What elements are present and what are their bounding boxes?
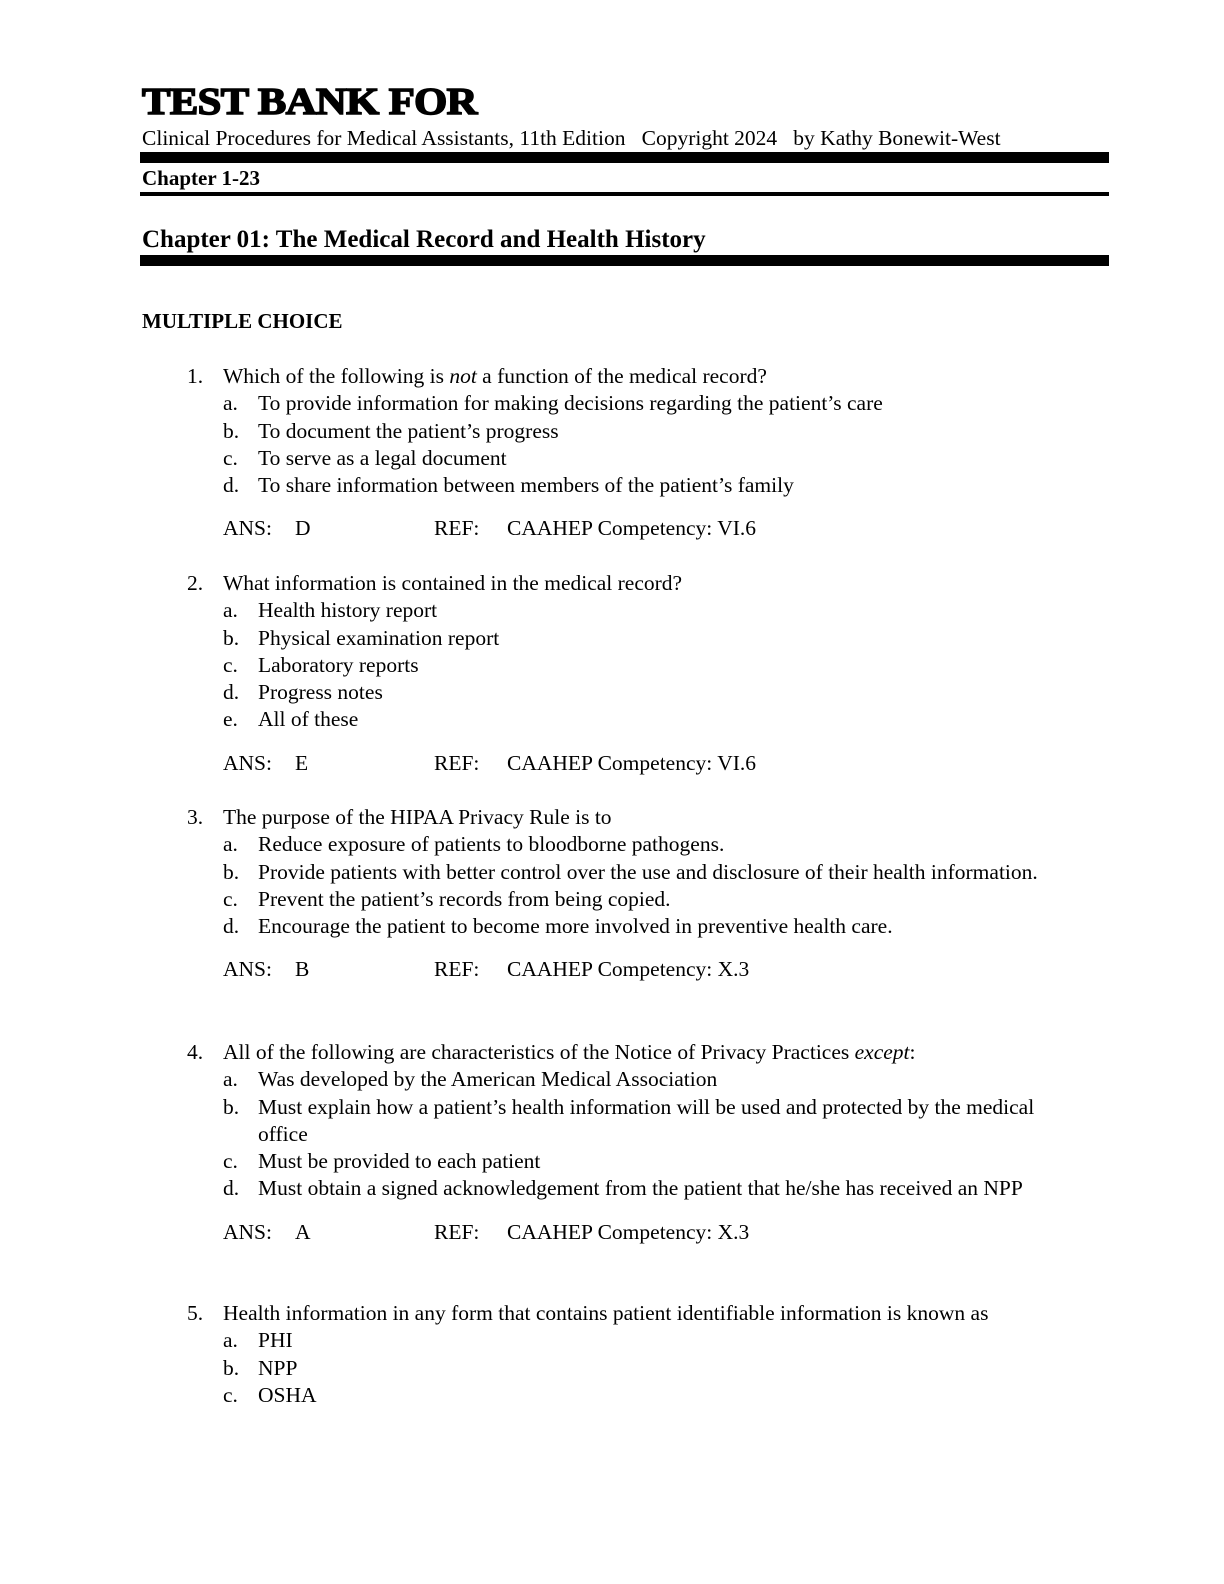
question-number: 3. — [187, 805, 204, 829]
option-letter: c. — [223, 1382, 238, 1407]
option-a — [0, 831, 1038, 858]
stem-text: Health information in any form that contains patient identifiable information is known as — [223, 1301, 989, 1325]
stem-emphasis: except — [854, 1040, 910, 1064]
option-b — [0, 859, 1038, 886]
option-text: Encourage the patient to become more involved in preventive health care. — [258, 914, 893, 939]
question-stem — [0, 570, 1224, 597]
option-d — [0, 1175, 1038, 1202]
option-text: To share information between members of the patient’s family — [258, 473, 794, 498]
question-2 — [0, 570, 1224, 778]
question-stem — [0, 1039, 1224, 1066]
option-a — [0, 597, 1038, 624]
reference-label: REF: — [434, 750, 480, 775]
option-letter: b. — [223, 859, 240, 884]
question-number: 5. — [187, 1301, 204, 1325]
option-text: Provide patients with better control over the use and disclosure of their health information. — [258, 859, 1038, 884]
stem-text: Which of the following is — [223, 364, 450, 388]
option-text: Physical examination report — [258, 625, 500, 650]
answer-value: B — [295, 957, 310, 982]
stem-emphasis: not — [449, 364, 477, 388]
question-5 — [0, 1300, 1224, 1409]
chapter-range: Chapter 1-23 — [142, 166, 261, 190]
option-text: Progress notes — [258, 680, 383, 705]
option-letter: c. — [223, 886, 238, 911]
section-heading: MULTIPLE CHOICE — [142, 309, 343, 333]
question-4 — [0, 1039, 1224, 1247]
option-text: To serve as a legal document — [258, 445, 507, 470]
answer-label: ANS: — [223, 1219, 272, 1244]
question-1 — [0, 363, 1224, 543]
option-d — [0, 913, 1038, 940]
answer-value: A — [295, 1219, 311, 1244]
reference-value: CAAHEP Competency: X.3 — [507, 1219, 750, 1244]
option-text: Laboratory reports — [258, 652, 419, 677]
reference-value: CAAHEP Competency: X.3 — [507, 957, 750, 982]
option-letter: b. — [223, 1094, 240, 1119]
reference-label: REF: — [434, 516, 480, 541]
answer-label: ANS: — [223, 516, 272, 541]
answer-label: ANS: — [223, 957, 272, 982]
book-subtitle: Clinical Procedures for Medical Assistants, 11th Edition Copyright 2024 by Kathy Bonewit-West — [142, 126, 1001, 150]
option-letter: b. — [223, 625, 240, 650]
test-bank-brand: TEST BANK FOR — [142, 81, 477, 123]
option-letter: d. — [223, 680, 240, 705]
answer-value: D — [295, 516, 311, 541]
answer-row — [0, 515, 1224, 543]
option-letter: d. — [223, 914, 240, 939]
option-text: Must explain how a patient’s health information will be used and protected by the medical office — [258, 1094, 1035, 1146]
option-text: Was developed by the American Medical Association — [258, 1067, 718, 1092]
reference-value: CAAHEP Competency: VI.6 — [507, 516, 757, 541]
question-number: 4. — [187, 1040, 204, 1064]
option-c — [0, 1382, 1038, 1409]
question-stem — [0, 804, 1224, 831]
reference-label: REF: — [434, 957, 480, 982]
option-letter: b. — [223, 1355, 240, 1380]
option-text: Reduce exposure of patients to bloodborne pathogens. — [258, 832, 725, 857]
option-text: To provide information for making decisions regarding the patient’s care — [258, 391, 883, 416]
option-text: Health history report — [258, 598, 438, 623]
option-letter: a. — [223, 832, 238, 857]
question-number: 1. — [187, 364, 204, 388]
option-letter: b. — [223, 418, 240, 443]
option-text: PHI — [258, 1328, 293, 1353]
question-3 — [0, 804, 1224, 984]
option-e — [0, 706, 1038, 733]
answer-value: E — [295, 750, 309, 775]
option-text: NPP — [258, 1355, 298, 1380]
option-a — [0, 1327, 1038, 1354]
option-letter: c. — [223, 652, 238, 677]
answer-row — [0, 956, 1224, 984]
question-number: 2. — [187, 571, 204, 595]
option-a — [0, 1066, 1038, 1093]
answer-row — [0, 750, 1224, 778]
reference-value: CAAHEP Competency: VI.6 — [507, 750, 757, 775]
option-b — [0, 625, 1038, 652]
option-letter: a. — [223, 1067, 238, 1092]
option-c — [0, 445, 1038, 472]
reference-label: REF: — [434, 1219, 480, 1244]
answer-row — [0, 1219, 1224, 1247]
chapter-divider — [140, 255, 1109, 266]
option-text: Must be provided to each patient — [258, 1149, 541, 1174]
option-letter: c. — [223, 445, 238, 470]
answer-label: ANS: — [223, 750, 272, 775]
option-letter: a. — [223, 391, 238, 416]
option-letter: a. — [223, 598, 238, 623]
option-c — [0, 886, 1038, 913]
option-text: All of these — [258, 707, 359, 732]
option-text: Prevent the patient’s records from being copied. — [258, 886, 671, 911]
option-c — [0, 1148, 1038, 1175]
option-letter: a. — [223, 1328, 238, 1353]
option-d — [0, 679, 1038, 706]
stem-text: What information is contained in the medical record? — [223, 571, 683, 595]
option-letter: e. — [223, 707, 238, 732]
option-b — [0, 1355, 1038, 1382]
option-letter: d. — [223, 1176, 240, 1201]
option-c — [0, 652, 1038, 679]
header-divider-thin — [140, 192, 1109, 196]
question-stem — [0, 1300, 1224, 1327]
stem-text-end: : — [909, 1040, 916, 1064]
stem-text-end: a function of the medical record? — [476, 364, 767, 388]
option-d — [0, 472, 1038, 499]
header-divider-thick — [140, 152, 1109, 163]
option-letter: d. — [223, 473, 240, 498]
chapter-title: Chapter 01: The Medical Record and Health History — [142, 226, 706, 253]
option-text: OSHA — [258, 1382, 317, 1407]
stem-text: All of the following are characteristics of the Notice of Privacy Practices — [223, 1040, 855, 1064]
option-b — [0, 1094, 1038, 1149]
option-a — [0, 390, 1038, 417]
stem-text: The purpose of the HIPAA Privacy Rule is to — [223, 805, 612, 829]
option-b — [0, 418, 1038, 445]
question-stem — [0, 363, 1224, 390]
option-text: Must obtain a signed acknowledgement from the patient that he/she has received an NPP — [258, 1176, 1023, 1201]
option-letter: c. — [223, 1149, 238, 1174]
option-text: To document the patient’s progress — [258, 418, 559, 443]
